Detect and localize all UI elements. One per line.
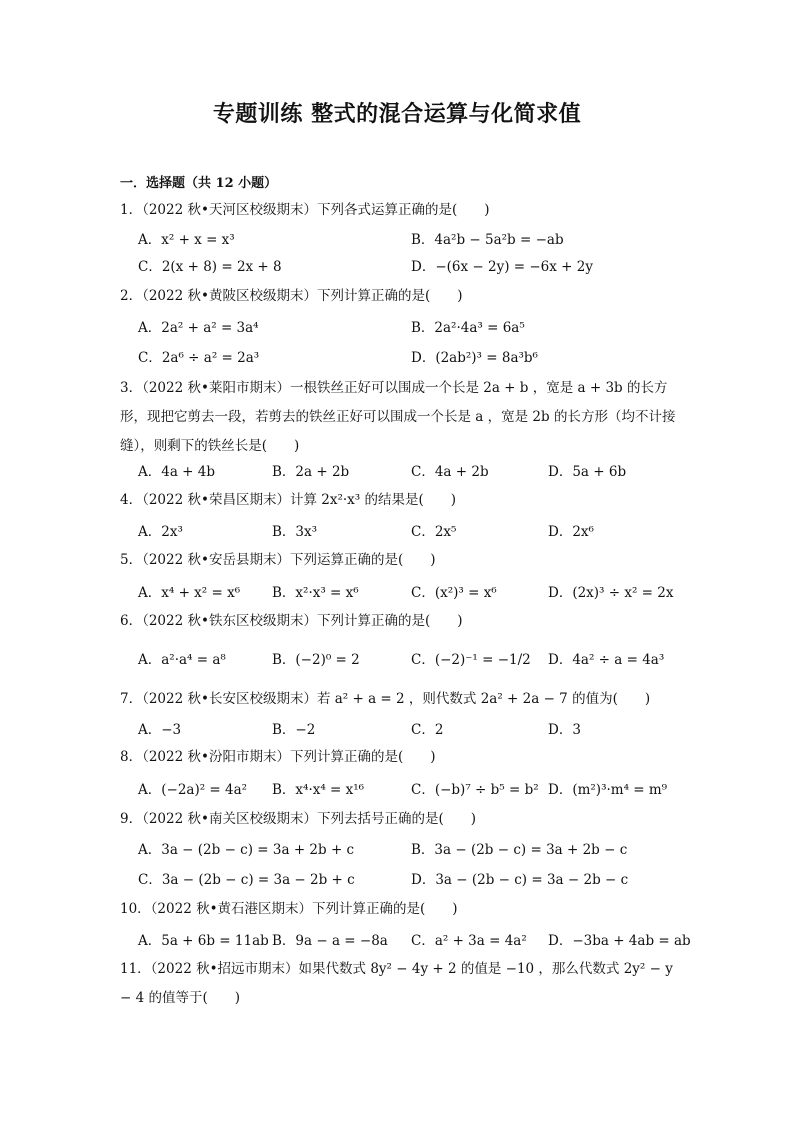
question-11: 11．（2022 秋•招远市期末）如果代数式 8y² − 4y + 2 的值是 −10 ，那么代数式 2y² − y − 4 的值等于( ) <box>120 961 673 1006</box>
q2-option-b: B．2a²·4a³ = 6a⁵ <box>411 320 525 336</box>
q2-option-a: A．2a² + a² = 3a⁴ <box>138 320 259 336</box>
q10-option-c: C．a² + 3a = 4a² <box>411 933 527 949</box>
q4-option-c: C．2x⁵ <box>411 524 457 540</box>
q7-option-b: B．−2 <box>272 722 316 738</box>
q9-option-d: D．3a − (2b − c) = 3a − 2b − c <box>411 872 629 888</box>
question-8: 8．（2022 秋•汾阳市期末）下列计算正确的是( ) <box>120 749 436 765</box>
section-heading: 一．选择题（共 12 小题） <box>120 176 278 191</box>
q10-option-d: D．−3ba + 4ab = ab <box>548 933 691 949</box>
question-1: 1．（2022 秋•天河区校级期末）下列各式运算正确的是( ) <box>120 202 490 218</box>
question-7: 7．（2022 秋•长安区校级期末）若 a² + a = 2 ，则代数式 2a² + 2a − 7 的值为( ) <box>120 691 651 707</box>
q5-option-c: C．(x²)³ = x⁶ <box>411 585 497 601</box>
q10-option-a: A．5a + 6b = 11ab <box>138 933 269 949</box>
q3-option-d: D．5a + 6b <box>548 464 627 480</box>
q9-option-c: C．3a − (2b − c) = 3a − 2b + c <box>138 872 355 888</box>
question-2: 2．（2022 秋•黄陂区校级期末）下列计算正确的是( ) <box>120 288 463 304</box>
q2-option-d: D．(2ab²)³ = 8a³b⁶ <box>411 350 538 366</box>
q4-option-d: D．2x⁶ <box>548 524 594 540</box>
question-9: 9．（2022 秋•南关区校级期末）下列去括号正确的是( ) <box>120 811 476 827</box>
q6-option-b: B．(−2)⁰ = 2 <box>272 652 360 668</box>
q6-option-a: A．a²·a⁴ = a⁸ <box>138 652 226 668</box>
q8-option-c: C．(−b)⁷ ÷ b⁵ = b² <box>411 782 539 798</box>
q1-option-a: A．x² + x = x³ <box>138 232 235 248</box>
q8-option-a: A．(−2a)² = 4a² <box>138 782 248 798</box>
q7-option-c: C．2 <box>411 722 444 738</box>
page-title: 专题训练 整式的混合运算与化简求值 <box>212 101 582 127</box>
q7-option-a: A．−3 <box>138 722 182 738</box>
q1-option-c: C．2(x + 8) = 2x + 8 <box>138 259 282 275</box>
question-6: 6．（2022 秋•铁东区校级期末）下列计算正确的是( ) <box>120 613 463 629</box>
q8-option-d: D．(m²)³·m⁴ = m⁹ <box>548 782 668 798</box>
q3-option-a: A．4a + 4b <box>138 464 216 480</box>
q6-option-d: D．4a² ÷ a = 4a³ <box>548 652 665 668</box>
q10-option-b: B．9a − a = −8a <box>272 933 388 949</box>
q8-option-b: B．x⁴·x⁴ = x¹⁶ <box>272 782 365 798</box>
q3-option-b: B．2a + 2b <box>272 464 350 480</box>
question-3: 3．（2022 秋•莱阳市期末）一根铁丝正好可以围成一个长是 2a + b ，宽是 a + 3b 的长方形，现把它剪去一段，若剪去的铁丝正好可以围成一个长是 a ，宽是 2b 的长方形（均不计接缝），则剩下的铁丝长是( ) <box>120 380 676 454</box>
q7-option-d: D．3 <box>548 722 581 738</box>
q1-option-b: B．4a²b − 5a²b = −ab <box>411 232 564 248</box>
question-4: 4．（2022 秋•荣昌区期末）计算 2x²·x³ 的结果是( ) <box>120 492 456 508</box>
q1-option-d: D．−(6x − 2y) = −6x + 2y <box>411 259 593 275</box>
q9-option-b: B．3a − (2b − c) = 3a + 2b − c <box>411 842 628 858</box>
q2-option-c: C．2a⁶ ÷ a² = 2a³ <box>138 350 260 366</box>
q5-option-b: B．x²·x³ = x⁶ <box>272 585 359 601</box>
q5-option-d: D．(2x)³ ÷ x² = 2x <box>548 585 674 601</box>
question-5: 5．（2022 秋•安岳县期末）下列运算正确的是( ) <box>120 552 436 568</box>
q5-option-a: A．x⁴ + x² = x⁶ <box>138 585 241 601</box>
q4-option-b: B．3x³ <box>272 524 318 540</box>
q6-option-c: C．(−2)⁻¹ = −1/2 <box>411 652 531 668</box>
q4-option-a: A．2x³ <box>138 524 183 540</box>
q3-option-c: C．4a + 2b <box>411 464 489 480</box>
question-10: 10．（2022 秋•黄石港区期末）下列计算正确的是( ) <box>120 901 458 917</box>
q9-option-a: A．3a − (2b − c) = 3a + 2b + c <box>138 842 355 858</box>
